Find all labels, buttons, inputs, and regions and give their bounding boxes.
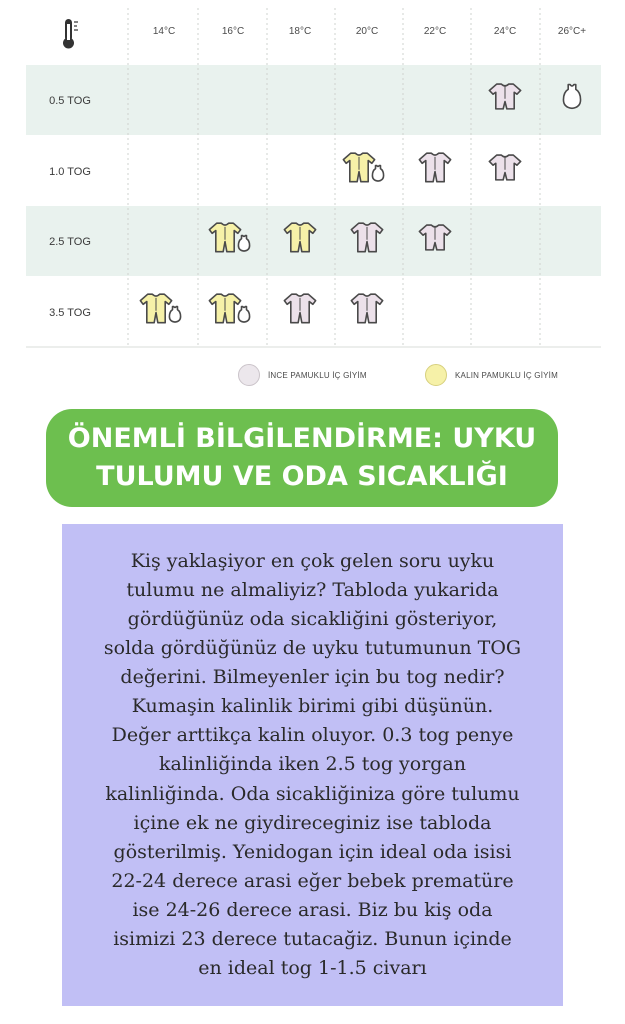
thick-sleepsuit-icon bbox=[140, 294, 171, 323]
tog-label: 1.0 TOG bbox=[49, 166, 91, 178]
thin-sleepsuit-icon bbox=[284, 294, 315, 323]
thick-cotton-swatch bbox=[425, 364, 447, 386]
thermometer-icon bbox=[63, 19, 78, 49]
body-line: değerini. Bilmeyenler için bu tog nedir? bbox=[120, 666, 505, 689]
thick-sleepsuit-icon bbox=[343, 153, 374, 182]
body-line: gördüğünüz oda sicakliğini gösteriyor, bbox=[127, 607, 498, 630]
vest-icon bbox=[169, 307, 180, 323]
thin-shortsuit-icon bbox=[489, 155, 520, 180]
legend-thick bbox=[425, 364, 558, 386]
column-header: 22°C bbox=[423, 26, 447, 37]
body-line: 22-24 derece arasi eğer bebek prematüre bbox=[111, 869, 514, 892]
tog-temperature-chart bbox=[0, 0, 625, 360]
body-line: tulumu ne almaliyiz? Tabloda yukarida bbox=[126, 578, 499, 601]
legend-thin bbox=[238, 364, 367, 386]
body-line: gösterilmiş. Yenidogan için ideal oda isisi bbox=[113, 840, 512, 863]
vest-icon bbox=[372, 166, 383, 182]
vest-icon bbox=[238, 307, 249, 323]
column-header: 14°C bbox=[152, 26, 176, 37]
body-line: isimizi 23 derece tutacağiz. Bunun içinde bbox=[113, 928, 512, 951]
body-line: kalinliğinda. Oda sicakliğiniza göre tulumu bbox=[105, 782, 520, 805]
thick-sleepsuit-icon bbox=[209, 294, 240, 323]
body-line: ise 24-26 derece arasi. Biz bu kiş oda bbox=[132, 898, 493, 921]
body-line: Kiş yaklaşiyor en çok gelen soru uyku bbox=[130, 549, 495, 572]
row-band bbox=[26, 206, 601, 276]
banner-line-1: ÖNEMLİ BİLGİLENDİRME: UYKU bbox=[67, 423, 537, 454]
legend-thick-label: KALIN PAMUKLU İÇ GİYİM bbox=[455, 370, 558, 380]
column-header: 18°C bbox=[288, 26, 312, 37]
body-line: en ideal tog 1-1.5 civarı bbox=[198, 957, 427, 980]
tog-label: 0.5 TOG bbox=[49, 95, 91, 107]
column-header: 24°C bbox=[493, 26, 517, 37]
column-header: 20°C bbox=[355, 26, 379, 37]
body-line: Değer arttikça kalin oluyor. 0.3 tog penye bbox=[111, 724, 514, 747]
tog-label: 2.5 TOG bbox=[49, 236, 91, 248]
tog-label: 3.5 TOG bbox=[49, 307, 91, 319]
column-header: 26°C+ bbox=[557, 26, 587, 37]
thin-sleepsuit-icon bbox=[351, 294, 382, 323]
body-line: Kumaşin kalinlik birimi gibi düşünün. bbox=[131, 695, 494, 718]
thin-cotton-swatch bbox=[238, 364, 260, 386]
body-line: solda gördüğünüz de uyku tutumunun TOG bbox=[103, 637, 522, 660]
info-banner bbox=[46, 409, 558, 507]
thin-sleepsuit-icon bbox=[419, 153, 450, 182]
banner-line-2: TULUMU VE ODA SICAKLIĞI bbox=[96, 461, 508, 492]
legend-thin-label: İNCE PAMUKLU İÇ GİYİM bbox=[268, 370, 367, 380]
body-text-box bbox=[62, 524, 563, 1006]
column-header: 16°C bbox=[221, 26, 245, 37]
body-line: kalinliğinda iken 2.5 tog yorgan bbox=[158, 753, 466, 776]
body-line: içine ek ne giydireceginiz ise tabloda bbox=[133, 811, 492, 834]
